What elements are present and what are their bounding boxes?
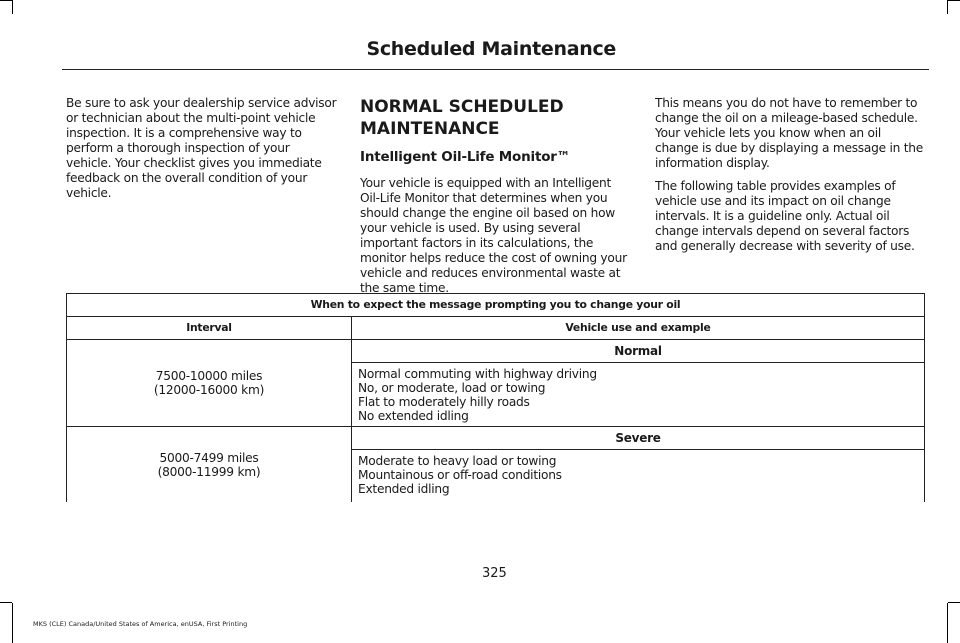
interval-cell: [67, 427, 352, 503]
footer-text: MKS (CLE) Canada/United States of America, enUSA, First Printing: [33, 620, 248, 628]
interval-miles: 7500-10000 miles: [155, 369, 263, 383]
table-caption: When to expect the message prompting you to change your oil: [67, 294, 925, 317]
table-row: [67, 340, 925, 363]
paragraph: The following table provides examples of vehicle use and its impact on oil change intervals. It is a guideline only. Actual oil change intervals depend on several factors and generally decrease with severity of use.: [655, 179, 915, 253]
example-item: No, or moderate, load or towing: [358, 381, 546, 395]
paragraph: Be sure to ask your dealership service advisor or technician about the multi-point vehicle inspection. It is a comprehensive way to perform a thorough inspection of your vehicle. Your checklist gives you immediate feedback on the overall condition of your vehicle.: [66, 96, 337, 200]
crop-mark: [0, 602, 12, 603]
column-header-vehicle-use: Vehicle use and example: [352, 317, 925, 340]
header-divider: [62, 69, 929, 70]
table-row: [67, 427, 925, 450]
category-label: Severe: [352, 427, 925, 450]
examples-cell: [352, 363, 925, 427]
page-title: Scheduled Maintenance: [366, 38, 616, 60]
example-item: Mountainous or off-road conditions: [358, 468, 562, 482]
column-right: [655, 96, 927, 262]
crop-mark: [12, 0, 13, 14]
crop-mark: [947, 603, 948, 643]
oil-change-table: [66, 293, 925, 502]
example-item: Flat to moderately hilly roads: [358, 395, 530, 409]
examples-cell: [352, 450, 925, 503]
crop-mark: [947, 0, 948, 14]
section-heading: NORMAL SCHEDULED MAINTENANCE: [360, 97, 564, 139]
interval-miles: 5000-7499 miles: [159, 450, 259, 465]
column-middle: [360, 96, 632, 304]
crop-mark: [948, 0, 960, 1]
interval-km: (12000-16000 km): [153, 383, 265, 397]
interval-cell: [67, 340, 352, 427]
crop-mark: [0, 0, 12, 1]
category-label: Normal: [352, 340, 925, 363]
example-item: No extended idling: [358, 409, 469, 423]
example-item: Moderate to heavy load or towing: [358, 454, 557, 468]
paragraph: Your vehicle is equipped with an Intelligent Oil-Life Monitor that determines when you should change the engine oil based on how your vehicle is used. By using several important factors in its calculations, the monitor helps reduce the cost of owning your vehicle and reduces environmental waste at the same time.: [360, 176, 627, 295]
paragraph: This means you do not have to remember to change the oil on a mileage-based schedule. Your vehicle lets you know when an oil change is due by displaying a message in the information display.: [655, 96, 923, 170]
column-left: [66, 96, 338, 209]
subsection-heading: Intelligent Oil-Life Monitor™: [360, 149, 571, 165]
interval-km: (8000-11999 km): [157, 464, 261, 479]
crop-mark: [12, 603, 13, 643]
crop-mark: [948, 602, 960, 603]
example-item: Normal commuting with highway driving: [358, 367, 597, 381]
example-item: Extended idling: [358, 482, 450, 496]
column-header-interval: Interval: [67, 317, 352, 340]
page-number: 325: [482, 566, 507, 581]
